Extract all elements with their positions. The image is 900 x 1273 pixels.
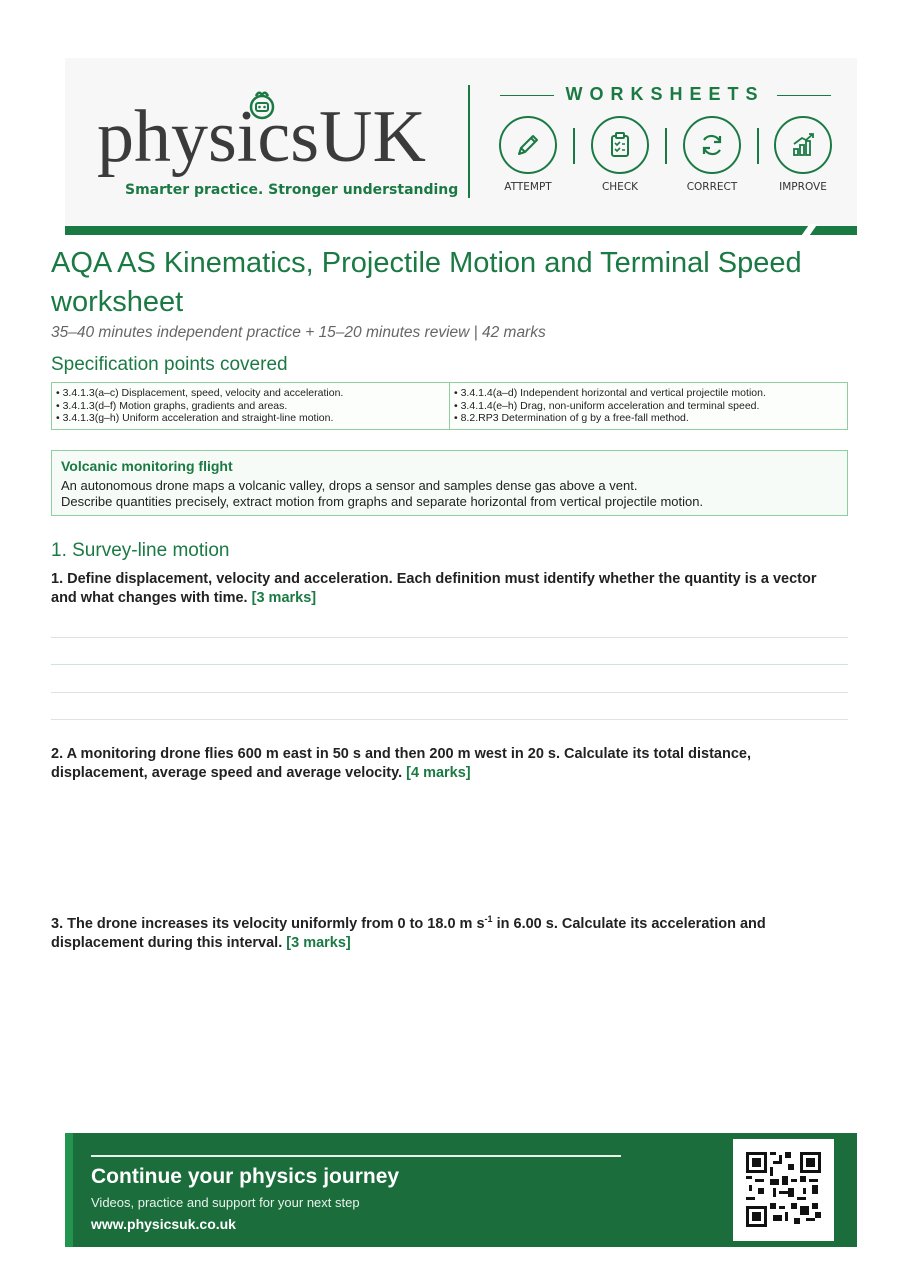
spec-table xyxy=(51,382,848,430)
step-label: CHECK xyxy=(601,181,639,193)
footer-accent-strip xyxy=(65,1133,73,1247)
spec-item: • 3.4.1.4(e–h) Drag, non-uniform acceleration and terminal speed. xyxy=(454,399,760,412)
question-marks: [3 marks] xyxy=(286,934,351,951)
spec-column-left xyxy=(52,383,449,429)
section-heading: 1. Survey-line motion xyxy=(51,540,230,561)
qr-code-icon[interactable] xyxy=(733,1139,834,1241)
step-label: ATTEMPT xyxy=(504,181,552,193)
answer-line[interactable] xyxy=(51,692,848,693)
header-banner xyxy=(65,58,857,226)
worksheets-rule-right xyxy=(777,95,831,96)
spec-item: • 8.2.RP3 Determination of g by a free-fall method. xyxy=(454,412,689,424)
footer-banner xyxy=(65,1133,857,1247)
question-marks: [3 marks] xyxy=(251,590,317,606)
scenario-title: Volcanic monitoring flight xyxy=(61,458,233,474)
tagline: Smarter practice. Stronger understanding xyxy=(125,182,459,198)
header-accent-bar xyxy=(65,226,857,235)
worksheet-title xyxy=(51,244,851,322)
step-separator xyxy=(757,128,759,164)
question-2 xyxy=(51,745,831,783)
superscript: -1 xyxy=(484,914,493,924)
spec-column-right xyxy=(449,383,847,429)
question-1 xyxy=(51,570,831,608)
answer-line[interactable] xyxy=(51,664,848,665)
question-text: 1. Define displacement, velocity and acceleration. Each definition must identify whether the quantity is a vector and what changes with time. xyxy=(51,571,817,606)
step-label: IMPROVE xyxy=(779,181,827,193)
question-marks: [4 marks] xyxy=(406,765,471,781)
pencil-icon xyxy=(499,116,557,174)
spec-heading: Specification points covered xyxy=(51,354,288,375)
step-separator xyxy=(665,128,667,164)
banner-divider xyxy=(468,85,470,198)
footer-title: Continue your physics journey xyxy=(91,1165,400,1188)
footer-website-link[interactable]: www.physicsuk.co.uk xyxy=(91,1216,236,1232)
spec-item: • 3.4.1.3(g–h) Uniform acceleration and straight-line motion. xyxy=(56,412,334,424)
brand-logo xyxy=(95,78,459,208)
footer-subtitle: Videos, practice and support for your next step xyxy=(91,1195,360,1210)
question-text: in 6.00 s. Calculate its acceleration and displacement during this interval. xyxy=(51,915,766,951)
answer-line[interactable] xyxy=(51,637,848,638)
answer-line[interactable] xyxy=(51,719,848,720)
step-improve xyxy=(768,116,838,193)
question-text: 2. A monitoring drone flies 600 m east in 50 s and then 200 m west in 20 s. Calculate its total distance, displacement, average speed and average velocity. xyxy=(51,746,751,781)
scenario-text: Describe quantities precisely, extract motion from graphs and separate horizontal from vertical projectile motion. xyxy=(61,494,704,509)
bar-chart-up-icon xyxy=(774,116,832,174)
title-line: worksheet xyxy=(51,286,184,318)
question-text: 3. The drone increases its velocity uniformly from 0 to 18.0 m s xyxy=(51,915,485,932)
worksheet-subtitle: 35–40 minutes independent practice + 15–20 minutes review | 42 marks xyxy=(51,324,546,341)
spec-item: • 3.4.1.4(a–d) Independent horizontal and vertical projectile motion. xyxy=(454,387,766,399)
step-attempt xyxy=(493,116,563,193)
spec-item: • 3.4.1.3(d–f) Motion graphs, gradients and areas. xyxy=(56,399,288,412)
logo-wordmark: physicsUK xyxy=(97,96,426,178)
step-separator xyxy=(573,128,575,164)
answer-space[interactable] xyxy=(51,790,848,900)
title-line: AQA AS Kinematics, Projectile Motion and Terminal Speed xyxy=(51,247,802,279)
step-label: CORRECT xyxy=(686,181,738,193)
question-3 xyxy=(51,910,831,953)
refresh-icon xyxy=(683,116,741,174)
spec-item: • 3.4.1.3(a–c) Displacement, speed, velocity and acceleration. xyxy=(56,387,344,399)
footer-rule xyxy=(91,1155,621,1157)
worksheets-label: WORKSHEETS xyxy=(565,84,765,104)
step-correct xyxy=(677,116,747,193)
clipboard-check-icon xyxy=(591,116,649,174)
scenario-box xyxy=(51,450,848,516)
scenario-text: An autonomous drone maps a volcanic valley, drops a sensor and samples dense gas above a vent. xyxy=(61,478,638,493)
answer-space[interactable] xyxy=(51,955,848,1115)
step-check xyxy=(585,116,655,193)
